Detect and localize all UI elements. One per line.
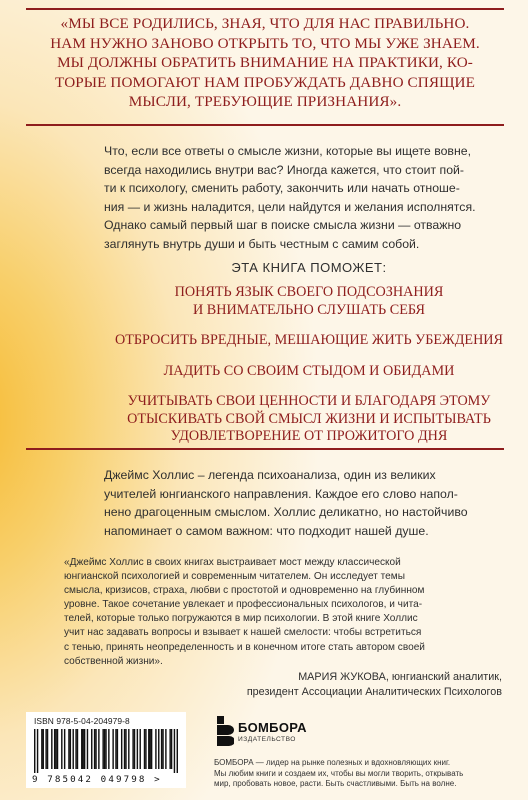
intro-line: заглянуть внутрь души и быть честным с самим собой.	[104, 236, 420, 251]
quote-line: НАМ НУЖНО ЗАНОВО ОТКРЫТЬ ТО, ЧТО МЫ УЖЕ ЗНАЕМ.	[50, 34, 480, 52]
publisher-blurb-line: мир, пробовать новое, расти. Быть счастливыми. Быть на волне.	[214, 779, 457, 789]
benefit-line: ОТБРОСИТЬ ВРЕДНЫЕ, МЕШАЮЩИЕ ЖИТЬ УБЕЖДЕНИЯ	[114, 332, 504, 348]
benefits-bottom-rule	[26, 448, 504, 450]
epigraph-quote	[30, 14, 500, 112]
benefit-item	[100, 332, 518, 350]
intro-line: ти к психологу, сменить работу, закончить или начать отноше-	[104, 181, 460, 196]
quote-bottom-rule	[26, 124, 504, 126]
publisher-blurb	[214, 758, 514, 790]
benefits-heading: ЭТА КНИГА ПОМОЖЕТ:	[231, 260, 387, 275]
author-line: Джеймс Холлис – легенда психоанализа, один из великих	[104, 468, 436, 482]
bombora-logo-icon	[214, 716, 234, 746]
isbn-text: ISBN 978-5-04-204979-8	[34, 716, 130, 726]
publisher-logo	[214, 714, 307, 754]
quote-line: МЫ ДОЛЖНЫ ОБРАТИТЬ ВНИМАНИЕ НА ПРАКТИКИ, КО-	[57, 54, 473, 71]
benefit-line: И ВНИМАТЕЛЬНО СЛУШАТЬ СЕБЯ	[192, 301, 426, 318]
reviewer-title: президент Ассоциации Аналитических Психологов	[246, 686, 502, 698]
review-line: «Джеймс Холлис в своих книгах выстраивает мост между классической	[64, 557, 401, 568]
publisher-blurb-line: БОМБОРА — лидер на рынке полезных и вдохновляющих книг.	[214, 758, 451, 767]
benefit-line: ЛАДИТЬ СО СВОИМ СТЫДОМ И ОБИДАМИ	[163, 362, 455, 379]
ean-number: 9 785042 049798 >	[32, 774, 162, 785]
benefit-item	[100, 363, 518, 381]
benefit-item	[100, 393, 518, 446]
benefit-item	[100, 284, 518, 319]
intro-line: Однако самый первый шаг в поиске смысла жизни — отважно	[104, 218, 462, 233]
quote-line: ТОРЫЕ ПОМОГАЮТ НАМ ПРОБУЖДАТЬ ДАВНО СПЯЩИЕ	[55, 73, 475, 91]
review-line: смысла, кризисов, страха, любви с простотой и одновременно на глубинном	[64, 585, 425, 597]
review-line: телей, которые только погружаются в мир психологии. В этой книге Холлис	[64, 613, 418, 625]
intro-line: ния — и жизнь наладится, цели найдутся и желания исполнятся.	[104, 199, 476, 214]
top-rule	[26, 8, 504, 10]
benefit-line: УДОВЛЕТВОРЕНИЕ ОТ ПРОЖИТОГО ДНЯ	[170, 428, 448, 444]
author-paragraph	[104, 466, 510, 540]
author-line: напоминает о самом важном: что подходит нашей душе.	[104, 523, 429, 538]
benefit-line: УЧИТЫВАТЬ СВОИ ЦЕННОСТИ И БЛАГОДАРЯ ЭТОМУ	[127, 393, 491, 409]
benefit-line: ОТЫСКИВАТЬ СВОЙ СМЫСЛ ЖИЗНИ И ИСПЫТЫВАТЬ	[127, 410, 491, 427]
review-line: с тенью, принять неопределенность и в конечном итоге стать автором своей	[64, 641, 425, 653]
review-quote	[64, 556, 510, 669]
review-line: собственной жизни».	[64, 655, 163, 667]
quote-line: МЫСЛИ, ТРЕБУЮЩИЕ ПРИЗНАНИЯ».	[128, 93, 402, 110]
publisher-blurb-line: Мы любим книги и создаем их, чтобы вы могли творить, открывать	[214, 768, 464, 778]
quote-line: «МЫ ВСЕ РОДИЛИСЬ, ЗНАЯ, ЧТО ДЛЯ НАС ПРАВИЛЬНО.	[60, 15, 470, 32]
intro-line: Что, если все ответы о смысле жизни, которые вы ищете вовне,	[104, 144, 472, 158]
benefit-line: ПОНЯТЬ ЯЗЫК СВОЕГО ПОДСОЗНАНИЯ	[174, 284, 444, 300]
publisher-name: БОМБОРА	[238, 720, 307, 735]
author-line: нено драгоценным смыслом. Холлис деликатно, но настойчиво	[104, 505, 468, 520]
review-line: уровне. Такое сочетание увлекает и профессиональных психологов, и чита-	[64, 599, 423, 611]
barcode-block	[26, 712, 186, 788]
intro-paragraph	[104, 142, 510, 254]
barcode-icon	[34, 729, 178, 773]
review-line: учит нас задавать вопросы и взывает к нашей смелости: чтобы встретиться	[64, 627, 422, 639]
benefits-list	[100, 284, 518, 459]
review-line: юнгианской психологией и современным читателем. Он исследует темы	[64, 571, 405, 583]
author-line: учителей юнгианского направления. Каждое его слово напол-	[104, 486, 458, 501]
intro-line: всегда находились внутри вас? Иногда кажется, что стоит пой-	[104, 162, 465, 177]
publisher-subtitle: ИЗДАТЕЛЬСТВО	[238, 736, 296, 743]
reviewer-name: МАРИЯ ЖУКОВА, юнгианский аналитик,	[298, 671, 502, 683]
